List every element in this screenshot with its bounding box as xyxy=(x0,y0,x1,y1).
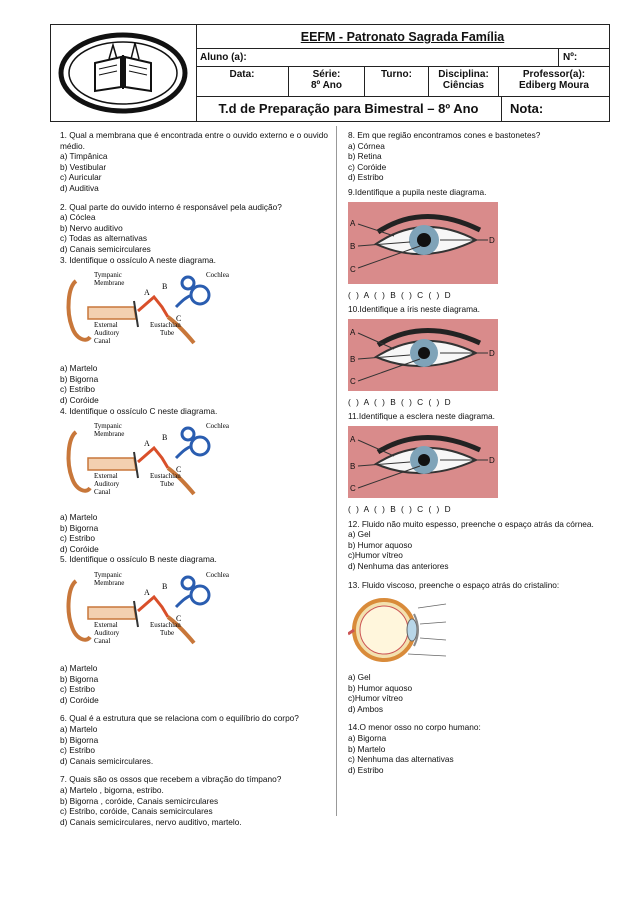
q14-option-b: b) Martelo xyxy=(348,743,386,754)
q12-option-c: c)Humor vítreo xyxy=(348,550,403,561)
q12-option-d: d) Nenhuma das anteriores xyxy=(348,560,449,571)
question-13: 13. Fluido viscoso, preenche o espaço atrás do cristalino: xyxy=(348,579,560,590)
eye-label-a: A xyxy=(350,327,356,337)
eye-diagram-2 xyxy=(348,319,498,391)
q11-options: ( ) A ( ) B ( ) C ( ) D xyxy=(348,503,451,514)
q4-option-b: b) Bigorna xyxy=(60,522,99,533)
q8-option-d: d) Estribo xyxy=(348,172,384,183)
serie-label: Série: xyxy=(312,69,341,80)
eye-diagram-1 xyxy=(348,202,498,284)
q3-option-b: b) Bigorna xyxy=(60,373,99,384)
question-11: 11.Identifique a esclera neste diagrama. xyxy=(348,411,495,422)
eye-label-c: C xyxy=(350,376,356,386)
school-name-row xyxy=(196,25,609,49)
eye-label-b: B xyxy=(350,241,356,251)
ear-label-auditory: Auditory xyxy=(94,629,120,638)
ear-label-external: External xyxy=(94,472,118,481)
q10-options: ( ) A ( ) B ( ) C ( ) D xyxy=(348,396,451,407)
ear-label-auditory: Auditory xyxy=(94,480,120,489)
question-1: 1. Qual a membrana que é encontrada entre o ouvido externo e o ouvido médio. xyxy=(60,130,328,151)
q6-option-a: a) Martelo xyxy=(60,724,98,735)
student-row xyxy=(196,49,609,67)
ear-label-external: External xyxy=(94,621,118,630)
turno-label: Turno: xyxy=(364,67,428,96)
ear-label-tube: Tube xyxy=(160,329,175,338)
eye-cross-section-diagram xyxy=(348,594,458,666)
q12-option-a: a) Gel xyxy=(348,529,371,540)
header-table xyxy=(50,24,610,122)
question-12: 12. Fluido não muito espesso, preenche o espaço atrás da córnea. xyxy=(348,518,594,529)
document-title: T.d de Preparação para Bimestral – 8º Ano xyxy=(218,101,479,116)
q14-option-c: c) Nenhuma das alternativas xyxy=(348,754,454,765)
ear-label-cochlea: Cochlea xyxy=(206,422,229,431)
ear-label-tympanic: Tympanic xyxy=(94,271,122,280)
q14-option-d: d) Estribo xyxy=(348,764,384,775)
q8-option-b: b) Retina xyxy=(348,151,382,162)
q7-option-b: b) Bigorna , coróide, Canais semicirculares xyxy=(60,795,219,806)
eye-label-c: C xyxy=(350,264,356,274)
left-column xyxy=(60,130,330,827)
school-logo xyxy=(51,25,197,121)
ear-diagram-3 xyxy=(64,567,244,651)
ear-label-external: External xyxy=(94,321,118,330)
numero-label: Nº: xyxy=(558,49,609,66)
ear-label-b: B xyxy=(162,433,168,443)
ear-label-eustachian: Eustachian xyxy=(150,621,181,630)
ear-label-eustachian: Eustachian xyxy=(150,321,181,330)
professor-value: Ediberg Moura xyxy=(518,80,589,91)
q7-option-c: c) Estribo, coróide, Canais semicirculares xyxy=(60,806,213,817)
question-4: 4. Identifique o ossículo C neste diagrama. xyxy=(60,405,218,416)
ear-label-tube: Tube xyxy=(160,629,175,638)
q12-option-b: b) Humor aquoso xyxy=(348,539,413,550)
ear-label-membrane: Membrane xyxy=(94,430,125,439)
q13-option-c: c)Humor vítreo xyxy=(348,693,403,704)
ear-label-b: B xyxy=(162,582,168,592)
eye-diagram-3 xyxy=(348,426,498,498)
data-label: Data: xyxy=(229,69,255,80)
question-10: 10.Identifique a íris neste diagrama. xyxy=(348,304,480,315)
aluno-label: Aluno (a): xyxy=(200,52,247,63)
q8-option-a: a) Córnea xyxy=(348,140,385,151)
ear-label-cochlea: Cochlea xyxy=(206,571,229,580)
ear-label-canal: Canal xyxy=(94,637,111,646)
title-row xyxy=(196,97,609,121)
serie-value: 8º Ano xyxy=(310,80,343,91)
q1-option-b: b) Vestibular xyxy=(60,161,107,172)
professor-label: Professor(a): xyxy=(522,69,586,80)
q14-option-a: a) Bigorna xyxy=(348,733,387,744)
q2-option-b: b) Nervo auditivo xyxy=(60,222,123,233)
q8-option-c: c) Coróide xyxy=(348,161,387,172)
q7-option-a: a) Martelo , bigorna, estribo. xyxy=(60,785,164,795)
q4-option-d: d) Coróide xyxy=(60,543,99,554)
ear-diagram-2 xyxy=(64,418,244,502)
column-divider xyxy=(336,126,337,816)
eye-label-a: A xyxy=(350,218,356,228)
question-6: 6. Qual é a estrutura que se relaciona com o equilíbrio do corpo? xyxy=(60,713,299,724)
q13-option-a: a) Gel xyxy=(348,672,371,683)
eye-label-c: C xyxy=(350,483,356,493)
ear-label-c: C xyxy=(176,614,182,624)
question-9: 9.Identifique a pupila neste diagrama. xyxy=(348,186,487,197)
ear-label-tube: Tube xyxy=(160,480,175,489)
q9-options: ( ) A ( ) B ( ) C ( ) D xyxy=(348,289,451,300)
q6-option-d: d) Canais semicirculares. xyxy=(60,755,154,766)
q13-option-d: d) Ambos xyxy=(348,703,384,714)
serie-cell xyxy=(288,67,364,96)
q1-option-d: d) Auditiva xyxy=(60,182,99,193)
question-8: 8. Em que região encontramos cones e bastonetes? xyxy=(348,130,541,140)
ear-label-membrane: Membrane xyxy=(94,279,125,288)
eye-label-d: D xyxy=(489,455,495,465)
q1-option-a: a) Timpânica xyxy=(60,151,108,162)
ear-label-c: C xyxy=(176,465,182,475)
ear-label-tympanic: Tympanic xyxy=(94,422,122,431)
eye-label-b: B xyxy=(350,461,356,471)
ear-label-canal: Canal xyxy=(94,337,111,346)
q5-option-b: b) Bigorna xyxy=(60,673,99,684)
question-2: 2. Qual parte do ouvido interno é responsável pela audição? xyxy=(60,201,282,212)
question-7: 7. Quais são os ossos que recebem a vibração do tímpano? xyxy=(60,774,282,785)
q2-option-c: c) Todas as alternativas xyxy=(60,233,148,244)
ear-label-a: A xyxy=(144,288,150,298)
q3-option-a: a) Martelo xyxy=(60,363,98,374)
eye-label-d: D xyxy=(489,348,495,358)
q6-option-c: c) Estribo xyxy=(60,745,96,756)
professor-cell xyxy=(498,67,609,96)
eye-label-a: A xyxy=(350,434,356,444)
q13-option-b: b) Humor aquoso xyxy=(348,682,413,693)
question-14: 14.O menor osso no corpo humano: xyxy=(348,722,481,733)
ear-label-membrane: Membrane xyxy=(94,579,125,588)
ear-label-a: A xyxy=(144,439,150,449)
q2-option-d: d) Canais semicirculares xyxy=(60,243,151,254)
disciplina-label: Disciplina: xyxy=(438,69,489,80)
info-row xyxy=(196,67,609,97)
disciplina-cell xyxy=(428,67,498,96)
ear-label-cochlea: Cochlea xyxy=(206,271,229,280)
ear-label-auditory: Auditory xyxy=(94,329,120,338)
question-5: 5. Identifique o ossículo B neste diagrama. xyxy=(60,554,217,565)
right-column xyxy=(348,130,610,775)
disciplina-value: Ciências xyxy=(442,80,485,91)
q5-option-c: c) Estribo xyxy=(60,684,96,695)
q1-option-c: c) Auricular xyxy=(60,172,102,183)
ear-label-eustachian: Eustachian xyxy=(150,472,181,481)
nota-label: Nota: xyxy=(501,97,609,121)
q4-option-c: c) Estribo xyxy=(60,533,96,544)
q7-option-d: d) Canais semicirculares, nervo auditivo, martelo. xyxy=(60,816,242,827)
q2-option-a: a) Cóclea xyxy=(60,212,96,223)
q6-option-b: b) Bigorna xyxy=(60,734,99,745)
eye-label-d: D xyxy=(489,235,495,245)
question-3: 3. Identifique o ossículo A neste diagrama. xyxy=(60,254,216,265)
ear-label-c: C xyxy=(176,314,182,324)
q3-option-d: d) Coróide xyxy=(60,394,99,405)
q5-option-d: d) Coróide xyxy=(60,694,99,705)
ear-label-a: A xyxy=(144,588,150,598)
ear-label-canal: Canal xyxy=(94,488,111,497)
ear-label-tympanic: Tympanic xyxy=(94,571,122,580)
school-name: EEFM - Patronato Sagrada Família xyxy=(300,30,505,44)
eye-label-b: B xyxy=(350,354,356,364)
ear-diagram-1 xyxy=(64,267,244,351)
q3-option-c: c) Estribo xyxy=(60,384,96,395)
q5-option-a: a) Martelo xyxy=(60,663,98,674)
q4-option-a: a) Martelo xyxy=(60,512,98,523)
ear-label-b: B xyxy=(162,282,168,292)
